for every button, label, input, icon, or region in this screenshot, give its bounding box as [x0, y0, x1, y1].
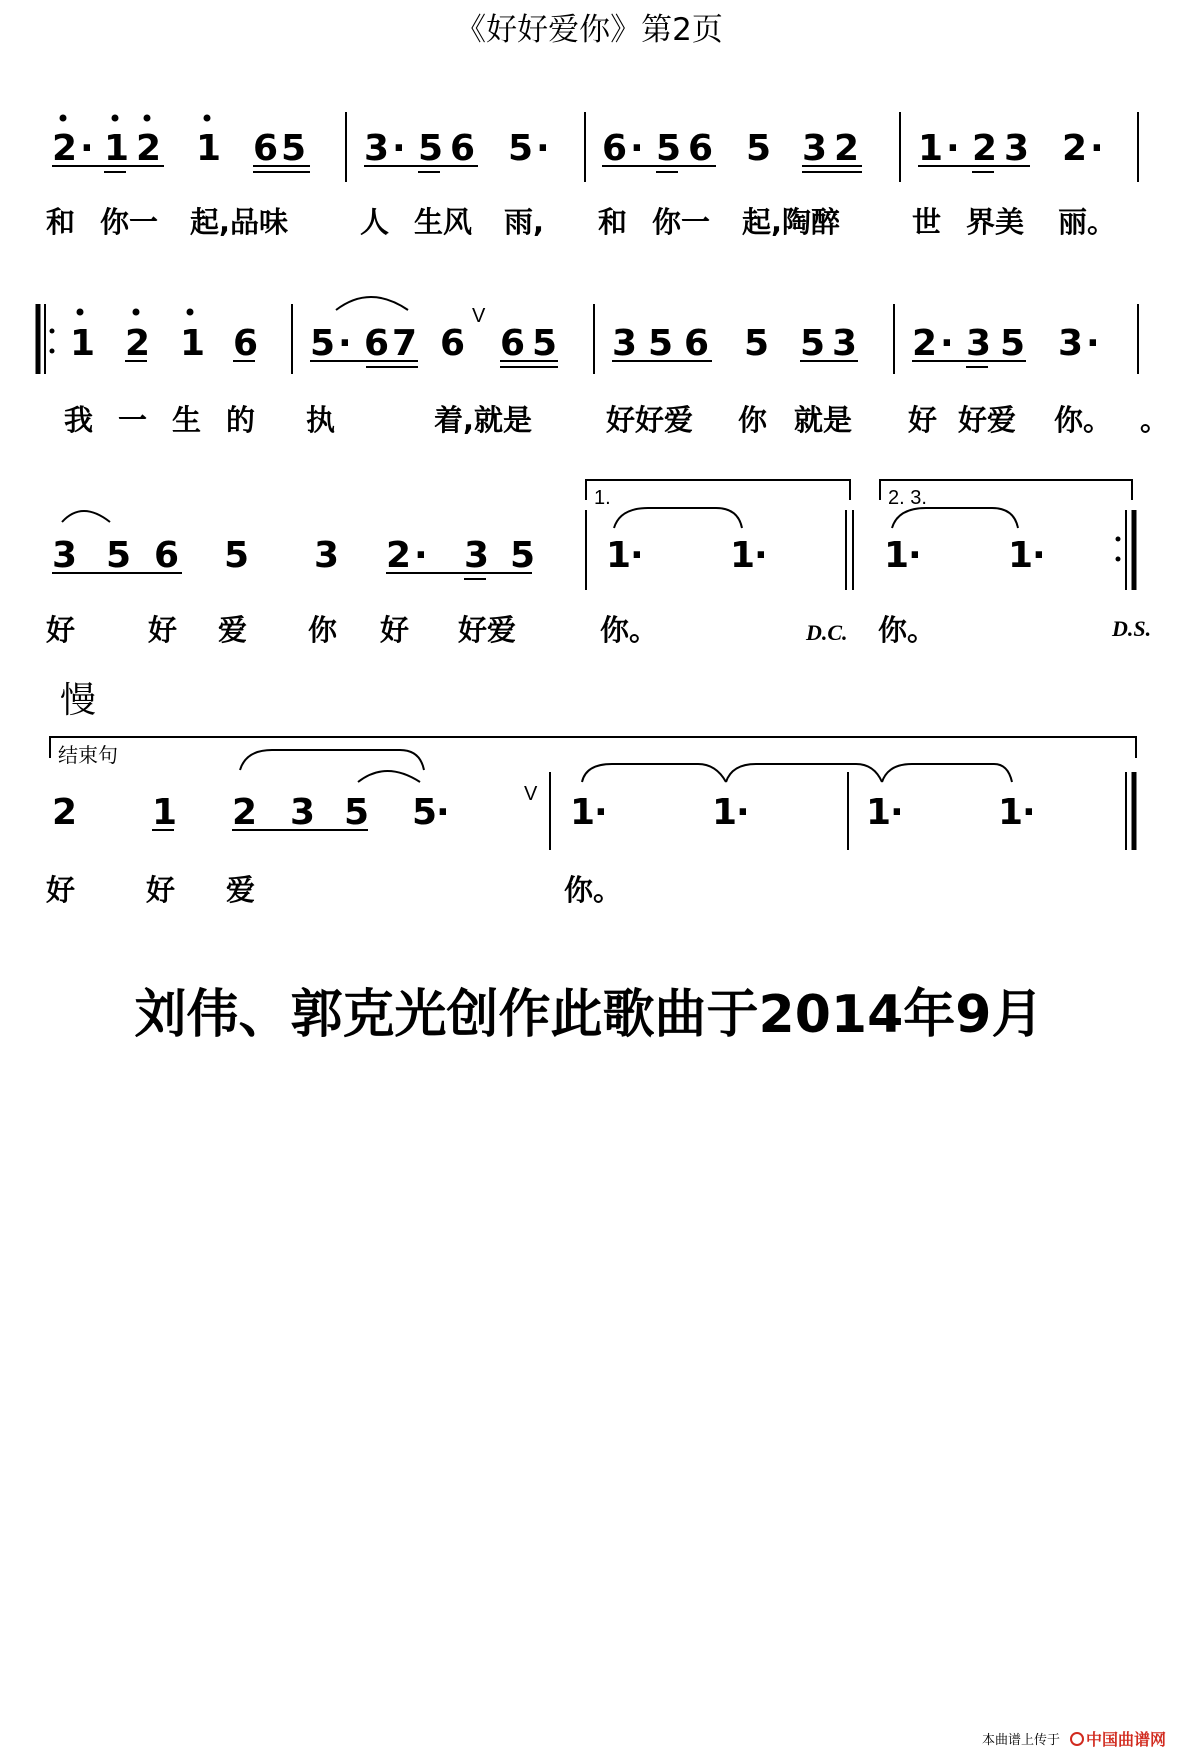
note: 2 [125, 323, 151, 364]
note: 5 [800, 323, 826, 364]
lyric: 好好爱 [606, 403, 694, 437]
note: 5 [744, 323, 770, 364]
note: 6 [602, 128, 628, 169]
slur [62, 511, 110, 522]
note: 2 [834, 128, 860, 169]
dot: · [736, 792, 750, 833]
note: 3 [290, 792, 316, 833]
note: 5 [746, 128, 772, 169]
note: 6 [233, 323, 259, 364]
slur [240, 750, 424, 770]
note: 3 [364, 128, 390, 169]
tempo-marking: 慢 [60, 680, 97, 721]
slur [336, 297, 408, 310]
dot: · [594, 792, 608, 833]
note: 2 [386, 535, 412, 576]
note: 1 [918, 128, 944, 169]
breath-mark: V [524, 783, 538, 805]
lyric: 你 [738, 403, 768, 437]
volta-bracket-1 [586, 480, 850, 500]
tie [726, 764, 882, 782]
note: 2 [136, 128, 162, 169]
note: 5 [656, 128, 682, 169]
dot: · [890, 792, 904, 833]
octave-dot [187, 309, 194, 316]
note: 1 [152, 792, 178, 833]
note: 5 [1000, 323, 1026, 364]
note: 1 [998, 792, 1024, 833]
note: 5 [344, 792, 370, 833]
tie [892, 508, 1018, 528]
repeat-dot [50, 329, 55, 334]
lyric: 你 [308, 613, 338, 647]
lyric: 一 [118, 403, 148, 437]
note: 6 [688, 128, 714, 169]
tie [582, 764, 726, 782]
footer [982, 1730, 1166, 1749]
note: 3 [1058, 323, 1084, 364]
lyric: 的 [226, 403, 256, 437]
note: 5 [310, 323, 336, 364]
dot: · [80, 128, 94, 169]
note: 1 [730, 535, 756, 576]
octave-dot [77, 309, 84, 316]
lyric: 界美 [966, 205, 1025, 239]
lyric: 好 [380, 613, 410, 647]
octave-dot [112, 115, 119, 122]
note: 2 [1062, 128, 1088, 169]
note: 3 [52, 535, 78, 576]
note: 1 [196, 128, 222, 169]
octave-dot [204, 115, 211, 122]
lyric: 世 [912, 205, 942, 239]
lyric: 执 [306, 403, 336, 437]
note: 1 [1008, 535, 1034, 576]
note: 1 [180, 323, 206, 364]
repeat-dot [1116, 537, 1121, 542]
lyric: 雨, [504, 205, 545, 239]
note: 1 [70, 323, 96, 364]
note: 6 [440, 323, 466, 364]
note: 6 [684, 323, 710, 364]
note: 6 [253, 128, 279, 169]
note: 1 [884, 535, 910, 576]
line-2-notes [70, 323, 1100, 364]
volta-2-label: 2. 3. [888, 487, 927, 509]
note: 5 [224, 535, 250, 576]
dot: · [1022, 792, 1036, 833]
page-title: 《好好爱你》第2页 [455, 12, 723, 48]
line-1-lyrics [46, 205, 1116, 239]
line-2-lyrics [64, 403, 1169, 437]
dot: · [630, 535, 644, 576]
dot: · [754, 535, 768, 576]
dot: · [536, 128, 550, 169]
dot: · [940, 323, 954, 364]
dot: · [946, 128, 960, 169]
lyric: 。 [1140, 403, 1170, 437]
lyric: 你。 [1054, 403, 1113, 437]
line-4-lyrics [46, 873, 622, 907]
lyric: 你。 [564, 873, 623, 907]
octave-dot [60, 115, 67, 122]
breath-mark: V [472, 305, 486, 327]
repeat-dot [1116, 557, 1121, 562]
line-1-notes [52, 128, 1104, 169]
note: 5 [281, 128, 307, 169]
lyric: 好 [148, 613, 178, 647]
note: 7 [392, 323, 418, 364]
note: 2 [52, 128, 78, 169]
note: 1 [606, 535, 632, 576]
dc-marking: D.C. [806, 620, 848, 645]
lyric: 丽。 [1058, 205, 1117, 239]
ds-marking: D.S. [1112, 616, 1152, 641]
note: 1 [104, 128, 130, 169]
note: 1 [570, 792, 596, 833]
slur [358, 771, 420, 782]
lyric: 就是 [794, 403, 853, 437]
lyric: 你。 [600, 613, 659, 647]
octave-dot [133, 309, 140, 316]
note: 5 [418, 128, 444, 169]
note: 3 [802, 128, 828, 169]
note: 2 [912, 323, 938, 364]
note: 1 [866, 792, 892, 833]
lyric: 爱 [226, 873, 256, 907]
lyric: 你。 [878, 613, 937, 647]
note: 1 [712, 792, 738, 833]
dot: · [630, 128, 644, 169]
lyric: 和 [46, 205, 76, 239]
lyric: 爱 [218, 613, 248, 647]
line-3-notes [52, 535, 1046, 576]
lyric: 你一 [100, 205, 159, 239]
tie [614, 508, 742, 528]
logo-icon [1071, 1733, 1083, 1745]
note: 5 [106, 535, 132, 576]
note: 3 [314, 535, 340, 576]
volta-1-label: 1. [594, 487, 611, 509]
octave-dot [144, 115, 151, 122]
dot: · [908, 535, 922, 576]
note: 3 [1004, 128, 1030, 169]
note: 3 [832, 323, 858, 364]
repeat-dot [50, 349, 55, 354]
lyric: 好 [46, 613, 76, 647]
line-4-notes [52, 792, 1036, 833]
footer-text: 本曲谱上传于 [982, 1733, 1061, 1748]
dot: · [1086, 323, 1100, 364]
note: 3 [612, 323, 638, 364]
note: 5 [532, 323, 558, 364]
lyric: 好 [146, 873, 176, 907]
lyric: 我 [64, 403, 94, 437]
note: 3 [966, 323, 992, 364]
lyric: 你一 [652, 205, 711, 239]
composition-credit: 刘伟、郭克光创作此歌曲于2014年9月 [134, 985, 1044, 1045]
note: 3 [464, 535, 490, 576]
note: 6 [364, 323, 390, 364]
site-logo: 中国曲谱网 [1086, 1730, 1167, 1749]
dot: · [1090, 128, 1104, 169]
note: 5 [508, 128, 534, 169]
ending-bracket [50, 737, 1136, 758]
note: 6 [450, 128, 476, 169]
tie [882, 764, 1012, 782]
lyric: 生 [172, 403, 202, 437]
lyric: 好爱 [458, 613, 517, 647]
lyric: 起,品味 [190, 205, 289, 239]
note: 5 [510, 535, 536, 576]
lyric: 好 [908, 403, 938, 437]
note: 6 [500, 323, 526, 364]
lyric: 生风 [414, 205, 473, 239]
lyric: 好 [46, 873, 76, 907]
note: 2 [52, 792, 78, 833]
line-3-marks [52, 480, 1134, 590]
lyric: 着,就是 [434, 403, 533, 437]
ending-label: 结束句 [58, 745, 118, 767]
line-3-lyrics [46, 613, 936, 647]
note: 6 [154, 535, 180, 576]
lyric: 和 [598, 205, 628, 239]
note: 2 [232, 792, 258, 833]
dot: · [338, 323, 352, 364]
note: 5 [648, 323, 674, 364]
note: 5 [412, 792, 438, 833]
dot: · [436, 792, 450, 833]
dot: · [392, 128, 406, 169]
dot: · [414, 535, 428, 576]
dot: · [1032, 535, 1046, 576]
lyric: 好爱 [958, 403, 1017, 437]
lyric: 人 [360, 205, 390, 239]
note: 2 [972, 128, 998, 169]
lyric: 起,陶醉 [742, 205, 841, 239]
